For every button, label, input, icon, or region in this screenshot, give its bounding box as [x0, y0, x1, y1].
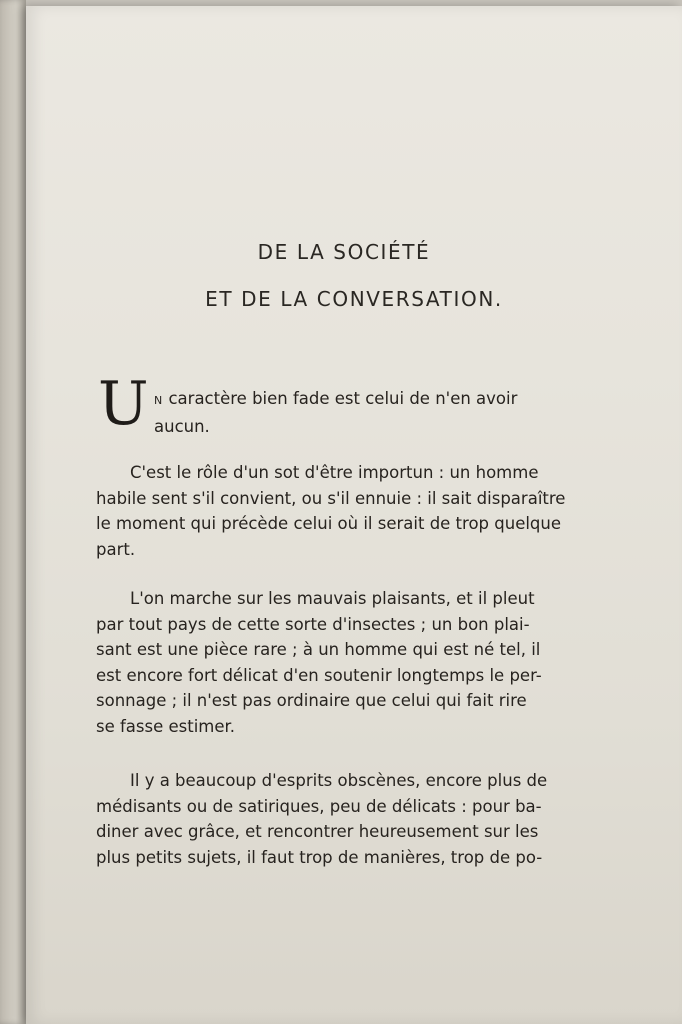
- paragraph-4-line-4: plus petits sujets, il faut trop de manières, trop de po-: [96, 847, 543, 867]
- book-page: [26, 6, 682, 1024]
- paragraph-1-line-1-text: caractère bien fade est celui de n'en avoir: [163, 389, 518, 408]
- paragraph-1-line-1: [154, 386, 599, 414]
- paragraph-2-line-4: part.: [96, 539, 136, 559]
- small-cap-letter: N: [154, 394, 164, 407]
- paragraph-3: [96, 586, 601, 739]
- chapter-title-line2: ET DE LA CONVERSATION.: [205, 287, 503, 311]
- paragraph-3-line-3: sant est une pièce rare ; à un homme qui est né tel, il: [96, 640, 541, 659]
- paragraph-3-line-6: se fasse estimer.: [96, 716, 236, 736]
- previous-page-edge: [0, 0, 26, 1024]
- paragraph-1: [154, 386, 599, 439]
- paragraph-2: [96, 460, 601, 562]
- paragraph-3-line-4: est encore fort délicat d'en soutenir longtemps le per-: [96, 665, 542, 685]
- paragraph-4: [96, 768, 601, 870]
- paragraph-3-line-5: sonnage ; il n'est pas ordinaire que celui qui fait rire: [96, 691, 527, 710]
- chapter-title-line1: DE LA SOCIÉTÉ: [257, 240, 431, 264]
- paragraph-1-line-2: aucun.: [154, 416, 210, 436]
- paragraph-2-line-3: le moment qui précède celui où il serait de trop quelque: [96, 514, 562, 533]
- paragraph-3-line-1: L'on marche sur les mauvais plaisants, et il pleut: [130, 589, 535, 608]
- paragraph-2-line-2: habile sent s'il convient, ou s'il ennuie : il sait disparaître: [96, 488, 566, 508]
- paragraph-3-line-2: par tout pays de cette sorte d'insectes ; un bon plai-: [96, 614, 530, 634]
- paragraph-4-line-3: diner avec grâce, et rencontrer heureusement sur les: [96, 822, 539, 841]
- paragraph-2-line-1: C'est le rôle d'un sot d'être importun : un homme: [130, 463, 539, 482]
- drop-cap: U: [98, 369, 149, 439]
- paragraph-4-line-2: médisants ou de satiriques, peu de délicats : pour ba-: [96, 796, 542, 816]
- paragraph-4-line-1: Il y a beaucoup d'esprits obscènes, encore plus de: [130, 771, 548, 790]
